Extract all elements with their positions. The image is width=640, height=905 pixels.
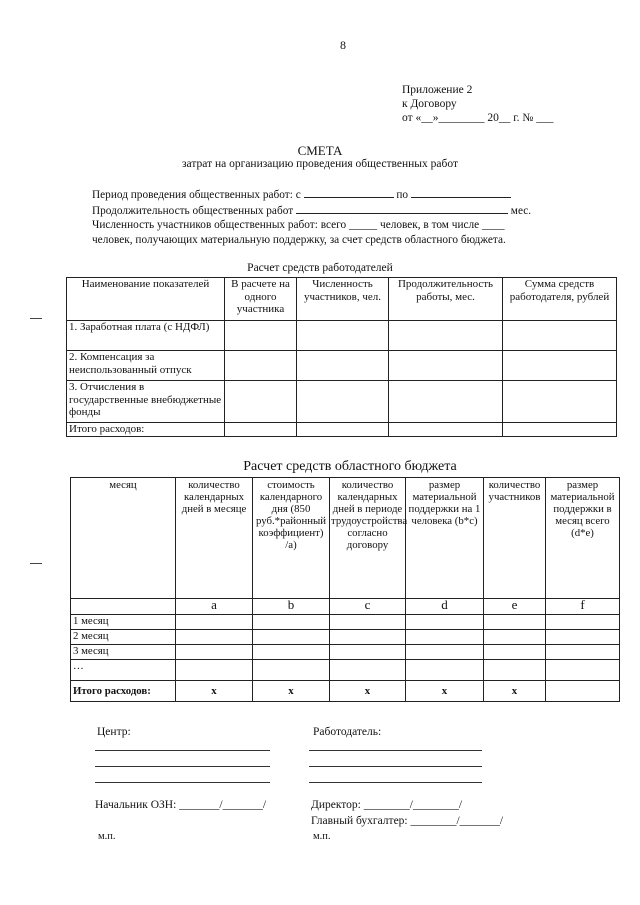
x-mark: x (406, 681, 484, 702)
budget-table-caption: Расчет средств областного бюджета (243, 459, 457, 474)
header-per-participant: В расчете на одного участника (225, 278, 297, 321)
table-cell[interactable] (330, 615, 406, 630)
table-cell[interactable] (546, 645, 620, 660)
table-cell[interactable] (297, 381, 389, 423)
table-cell[interactable] (484, 645, 546, 660)
center-signature-line[interactable] (95, 750, 270, 751)
table-cell[interactable] (484, 630, 546, 645)
participants-line-2: человек, получающих материальную поддержку, за счет средств областного бюджета. (92, 234, 506, 246)
center-signature-line[interactable] (95, 766, 270, 767)
table-cell[interactable] (253, 660, 330, 681)
employer-signature-line[interactable] (309, 750, 482, 751)
page-number: 8 (340, 38, 346, 52)
document-title: СМЕТА (297, 143, 343, 158)
table-cell[interactable] (330, 630, 406, 645)
document-subtitle: затрат на организацию проведения общественных работ (182, 158, 458, 170)
stamp-place-left: м.п. (98, 831, 116, 842)
table-row (67, 381, 617, 423)
table-cell[interactable] (503, 381, 617, 423)
employer-signature-line[interactable] (309, 766, 482, 767)
employer-table (66, 277, 617, 437)
column-letter-f: f (546, 599, 620, 615)
table-cell[interactable] (297, 423, 389, 437)
table-cell[interactable] (225, 321, 297, 351)
table-cell[interactable] (484, 660, 546, 681)
table-row (71, 645, 620, 660)
letters-row (71, 599, 620, 615)
period-from-field[interactable] (304, 186, 394, 198)
total-label: Итого расходов: (67, 423, 225, 437)
column-letter-b: b (253, 599, 330, 615)
column-letter-c: c (330, 599, 406, 615)
table-cell[interactable] (503, 351, 617, 381)
month-label: 3 месяц (71, 645, 176, 660)
table-cell[interactable] (176, 615, 253, 630)
duration-label: Продолжительность общественных работ (92, 205, 294, 217)
table-cell[interactable] (406, 630, 484, 645)
employer-table-header (67, 278, 617, 321)
appendix-line-1: Приложение 2 (402, 84, 473, 96)
employer-table-caption: Расчет средств работодателей (247, 262, 393, 274)
table-cell[interactable] (330, 660, 406, 681)
period-to-label: по (396, 189, 409, 201)
header-employer-sum: Сумма средств работодателя, рублей (503, 278, 617, 321)
table-row (71, 660, 620, 681)
header-days-in-period: количество календарных дней в периоде трудоустройства согласно договору (330, 478, 406, 599)
table-cell[interactable] (253, 615, 330, 630)
employer-signature-line[interactable] (309, 782, 482, 783)
header-indicator-name: Наименование показателей (67, 278, 225, 321)
table-cell[interactable] (297, 351, 389, 381)
table-cell[interactable] (253, 630, 330, 645)
header-month: месяц (71, 478, 176, 599)
center-signature-line[interactable] (95, 782, 270, 783)
scan-margin-mark (30, 318, 42, 319)
appendix-line-2: к Договору (402, 98, 457, 110)
accountant-signature: Главный бухгалтер: ________/_______/ (311, 815, 504, 827)
table-cell[interactable] (546, 660, 620, 681)
table-cell[interactable] (389, 381, 503, 423)
header-participants-count: Численность участников, чел. (297, 278, 389, 321)
header-days-in-month: количество календарных дней в месяце (176, 478, 253, 599)
row-label-fund-contributions: 3. Отчисления в государственные внебюджетные фонды (67, 381, 225, 423)
header-work-duration: Продолжительность работы, мес. (389, 278, 503, 321)
table-cell[interactable] (406, 645, 484, 660)
table-cell[interactable] (503, 423, 617, 437)
month-label: 2 месяц (71, 630, 176, 645)
header-participant-count: количество участников (484, 478, 546, 599)
appendix-block (402, 83, 554, 125)
employer-label: Работодатель: (313, 726, 382, 738)
period-label: Период проведения общественных работ: с (92, 189, 301, 201)
header-support-per-person: размер материальной поддержки на 1 человека (b*c) (406, 478, 484, 599)
participants-line-1: Численность участников общественных работ: всего _____ человек, в том числе ____ (92, 219, 505, 231)
budget-table-header (71, 478, 620, 599)
row-label-vacation-compensation: 2. Компенсация за неиспользованный отпуск (67, 351, 225, 381)
row-label-salary: 1. Заработная плата (с НДФЛ) (67, 321, 225, 351)
duration-field[interactable] (296, 202, 508, 214)
budget-table (70, 477, 620, 702)
table-total-row (67, 423, 617, 437)
table-row (71, 615, 620, 630)
column-letter-a: a (176, 599, 253, 615)
table-cell[interactable] (484, 615, 546, 630)
column-letter-d: d (406, 599, 484, 615)
header-day-cost: стоимость календарного дня (850 руб.*районный коэффициент) /a) (253, 478, 330, 599)
period-to-field[interactable] (411, 186, 511, 198)
column-letter-e: e (484, 599, 546, 615)
table-cell[interactable] (225, 381, 297, 423)
table-cell[interactable] (253, 645, 330, 660)
table-cell[interactable] (297, 321, 389, 351)
table-cell[interactable] (406, 660, 484, 681)
table-cell[interactable] (546, 615, 620, 630)
header-support-total: размер материальной поддержки в месяц всего (d*e) (546, 478, 620, 599)
scan-margin-mark (30, 563, 42, 564)
x-mark: x (176, 681, 253, 702)
ozn-head-signature: Начальник ОЗН: _______/_______/ (95, 799, 267, 811)
table-cell[interactable] (389, 351, 503, 381)
table-row (71, 630, 620, 645)
appendix-line-3: от «__»________ 20__ г. № ___ (402, 112, 554, 124)
table-cell[interactable] (225, 351, 297, 381)
stamp-place-right: м.п. (313, 831, 331, 842)
table-cell (71, 599, 176, 615)
table-row (67, 321, 617, 351)
table-cell[interactable] (503, 321, 617, 351)
table-cell[interactable] (176, 645, 253, 660)
table-cell[interactable] (546, 630, 620, 645)
table-cell[interactable] (330, 645, 406, 660)
director-signature: Директор: ________/________/ (311, 799, 463, 811)
duration-unit: мес. (510, 205, 532, 217)
x-mark: x (253, 681, 330, 702)
table-cell[interactable] (225, 423, 297, 437)
month-label-ellipsis: … (71, 660, 176, 681)
period-line (92, 186, 598, 203)
month-label: 1 месяц (71, 615, 176, 630)
table-cell[interactable] (176, 630, 253, 645)
duration-line (92, 202, 598, 219)
table-total-row (71, 681, 620, 702)
center-label: Центр: (97, 726, 131, 738)
x-mark: x (330, 681, 406, 702)
total-label: Итого расходов: (71, 681, 176, 702)
table-cell[interactable] (546, 681, 620, 702)
table-row (67, 351, 617, 381)
table-cell[interactable] (406, 615, 484, 630)
table-cell[interactable] (176, 660, 253, 681)
table-cell[interactable] (389, 321, 503, 351)
x-mark: x (484, 681, 546, 702)
table-cell[interactable] (389, 423, 503, 437)
